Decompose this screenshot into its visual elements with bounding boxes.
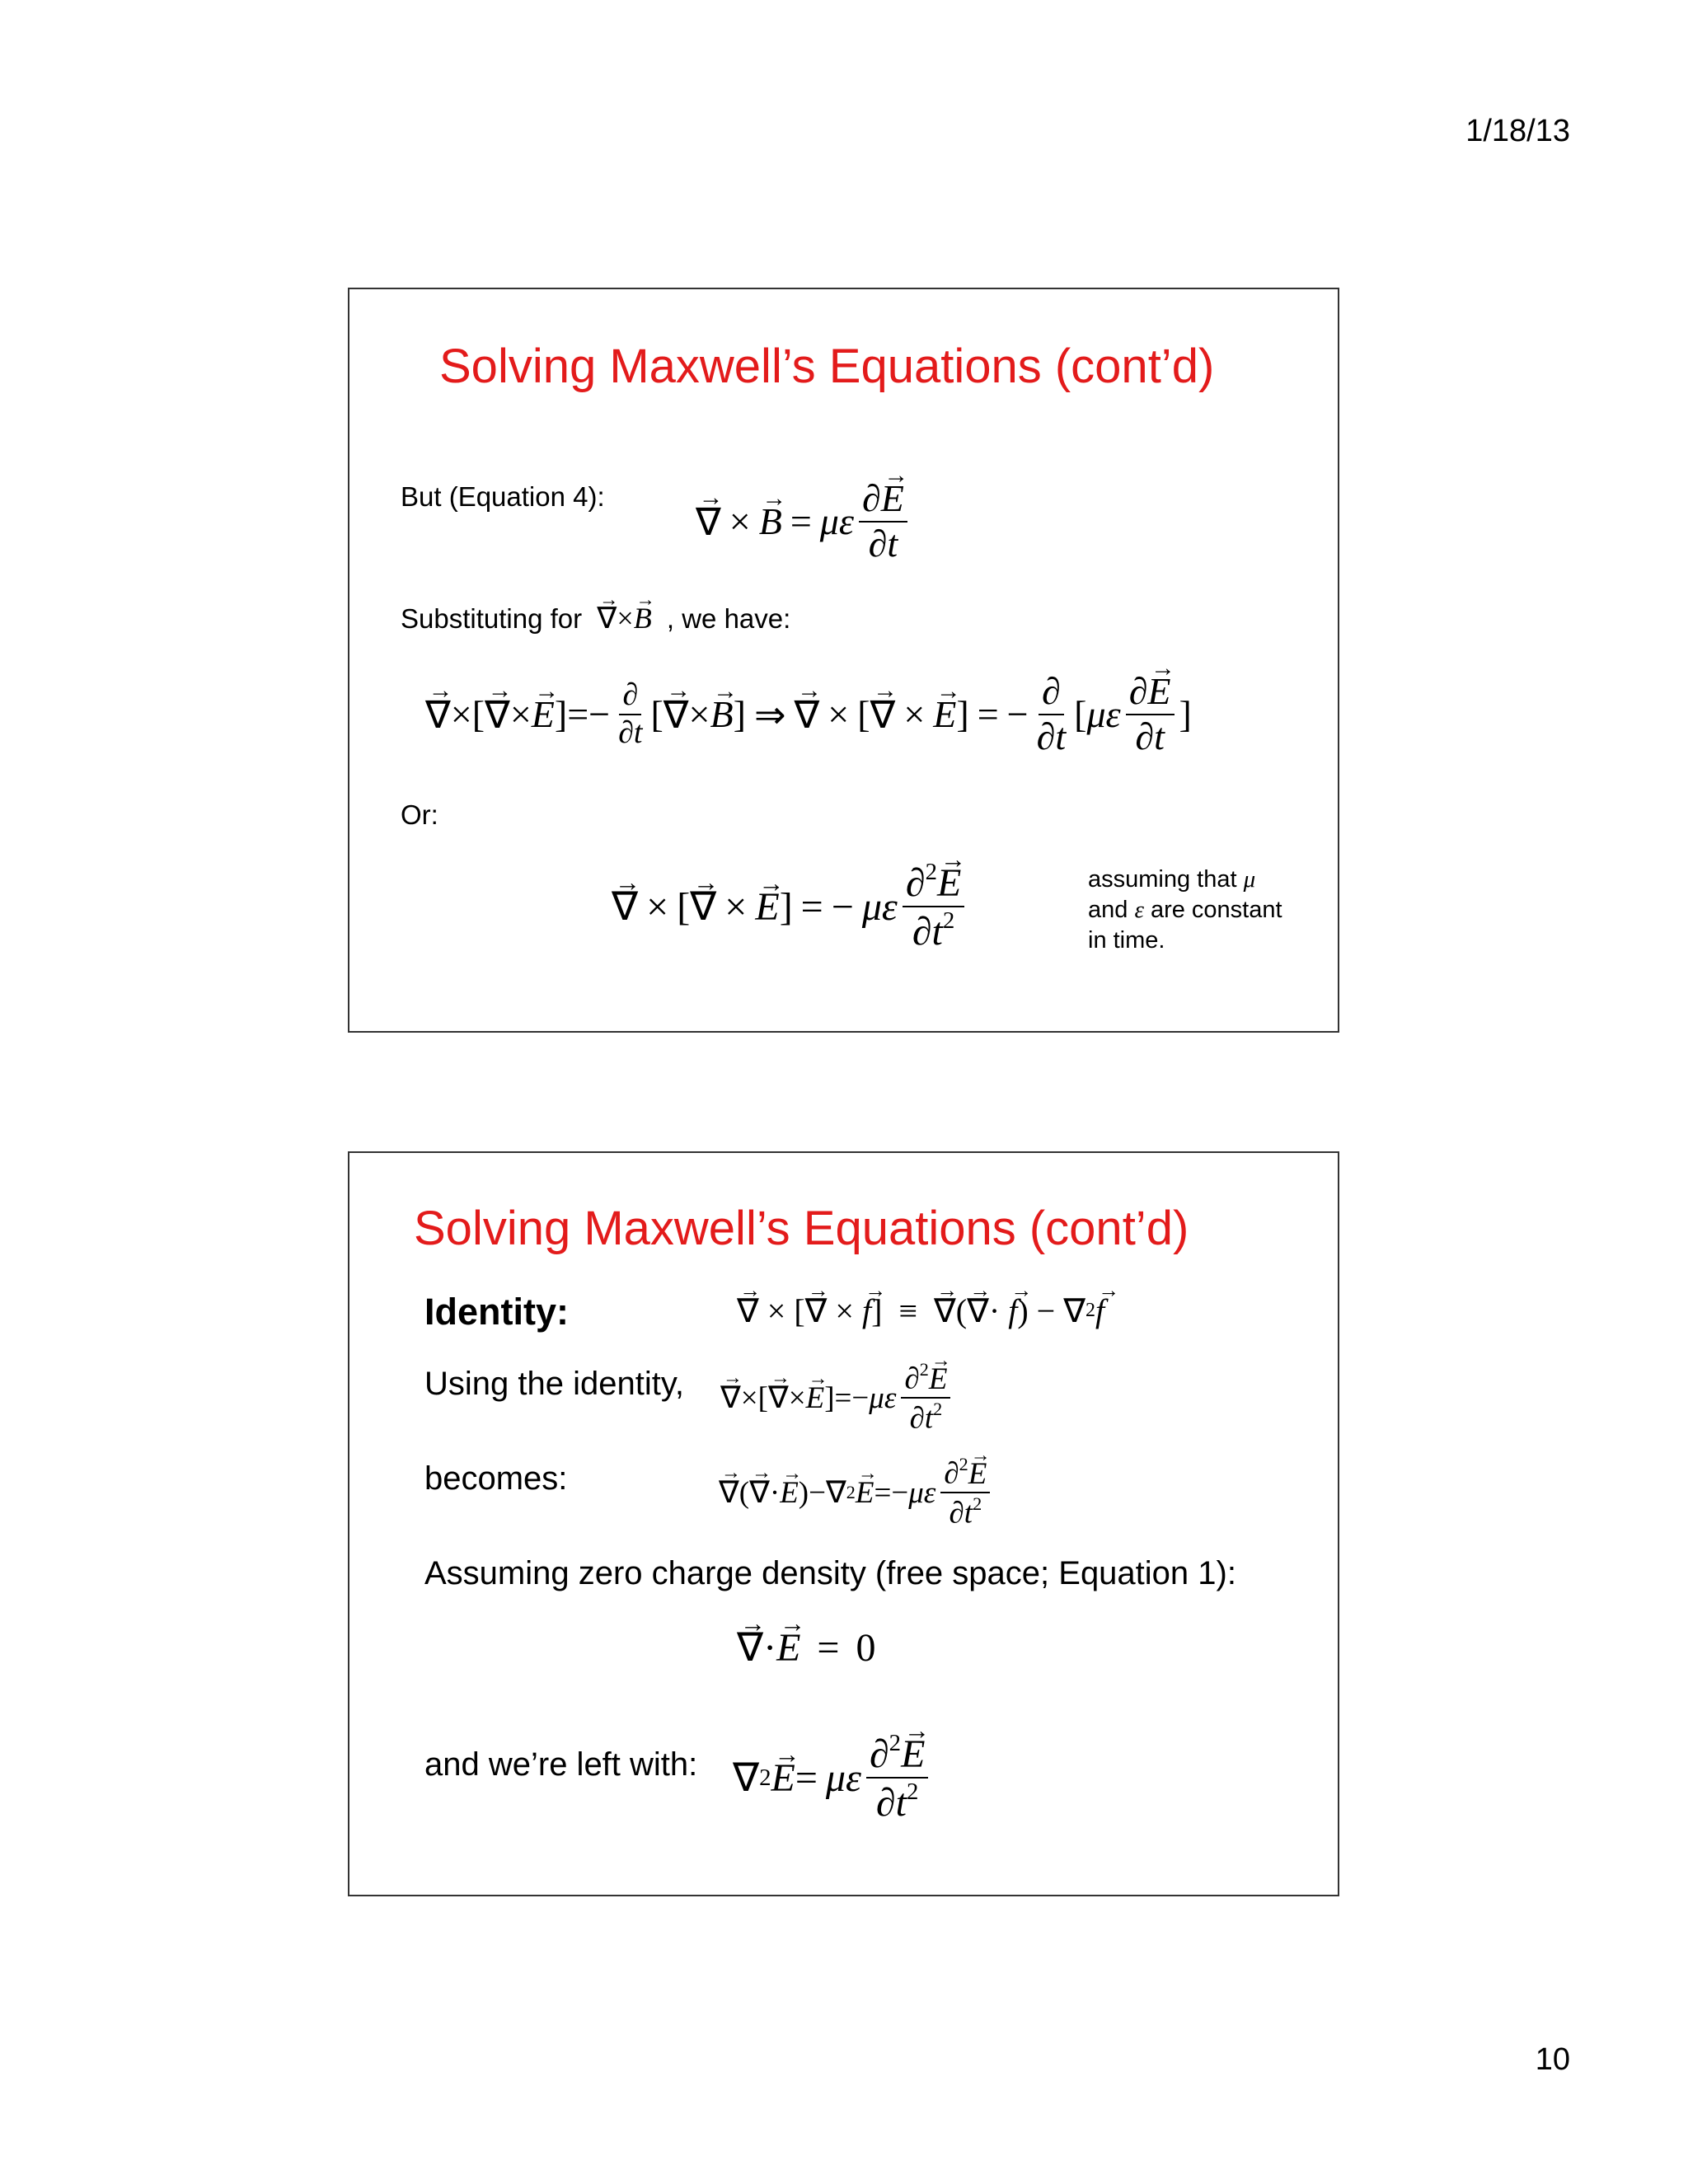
zero-charge-assumption-label: Assuming zero charge density (free space; Equation 1): bbox=[424, 1555, 1236, 1591]
gauss-law-free-space-equation: → ∇ · → E = 0 bbox=[737, 1624, 876, 1671]
or-label: Or: bbox=[401, 799, 438, 830]
using-identity-label: Using the identity, bbox=[424, 1366, 684, 1402]
slide-2-title: Solving Maxwell’s Equations (cont’d) bbox=[414, 1202, 1189, 1255]
curl-curl-substitution-equation: → ∇ ×[ → ∇ × → E ]=− $\frac{\partial}{\partial t}$ [ → ∇ × → B ] ⇒ → ∇ × [ → ∇ × → E ] = − $\frac{\partial}{\partial t}$ [ με $\frac{\partial\to E}{\partial t}$ ] bbox=[425, 670, 1192, 759]
wave-equation: ∇ 2 → E = με $\frac{\partial^2\to E}{\partial t^2}$ bbox=[733, 1730, 933, 1826]
vector-identity-equation: → ∇ × [ → ∇ × → f ] ≡ → ∇ ( → ∇ · → f ) − ∇ 2 → f bbox=[737, 1291, 1104, 1330]
curl-curl-e-equation: → ∇ ×[ → ∇ × → E ]=− με $\frac{\partial^2\to E}{\partial t^2}$ bbox=[720, 1359, 955, 1436]
but-equation-4-label: But (Equation 4): bbox=[401, 481, 605, 512]
wave-precursor-equation: → ∇ × [ → ∇ × → E ] = − με $\frac{\partial^2\to E}{\partial t^2}$ bbox=[612, 859, 969, 955]
substituting-label: Substituting for → ∇×→ B , we have: bbox=[401, 601, 790, 635]
slide-date: 1/18/13 bbox=[1465, 114, 1570, 148]
ampere-law-equation: → ∇ × → B = με $\frac{\partial\to E}{\partial t}$ bbox=[696, 477, 912, 566]
expanded-identity-equation: → ∇ ( → ∇ · → E )−∇ 2 → E =− με $\frac{\partial^2\to E}{\partial t^2}$ bbox=[719, 1454, 995, 1531]
slide-1 bbox=[348, 288, 1339, 1033]
slide-1-title: Solving Maxwell’s Equations (cont’d) bbox=[439, 340, 1215, 393]
left-with-label: and we’re left with: bbox=[424, 1746, 698, 1783]
becomes-label: becomes: bbox=[424, 1460, 568, 1497]
slide-2 bbox=[348, 1151, 1339, 1896]
identity-label: Identity: bbox=[424, 1291, 569, 1333]
page-number: 10 bbox=[1535, 2042, 1570, 2077]
constant-assumption-note: assuming that μ and ε are constant in time. bbox=[1088, 866, 1282, 954]
